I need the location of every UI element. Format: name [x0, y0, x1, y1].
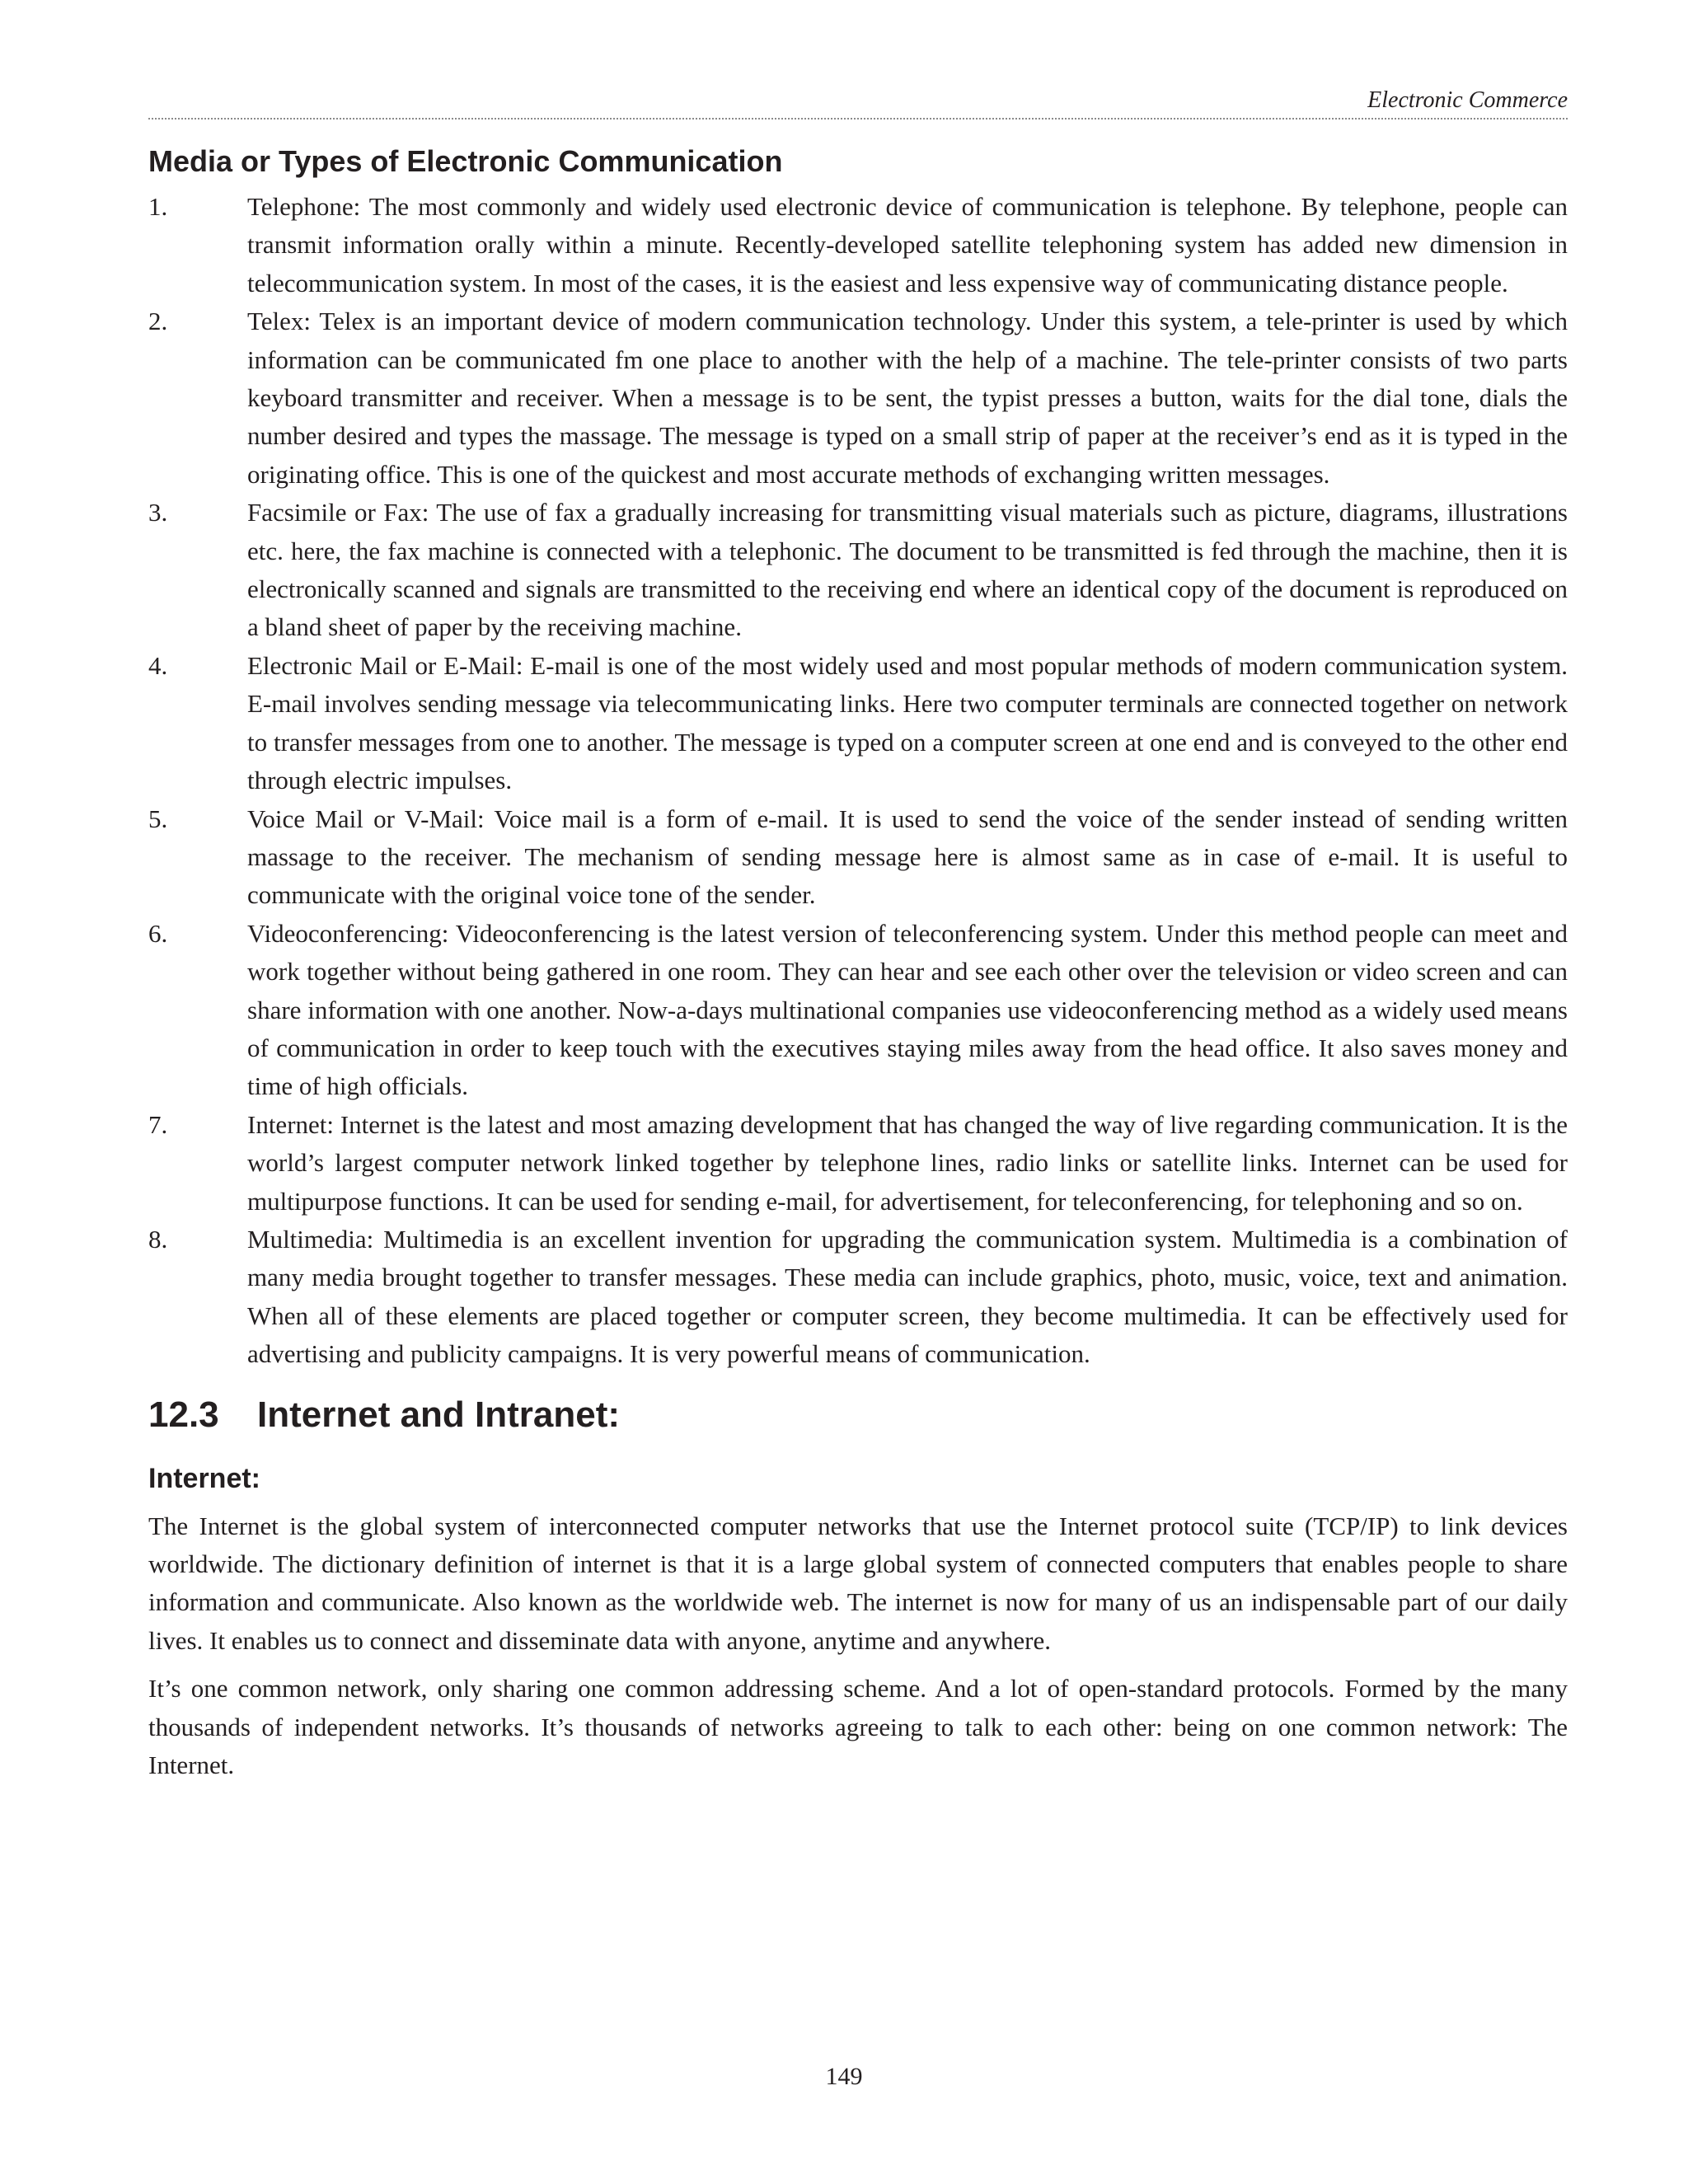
page-content	[148, 142, 1568, 1794]
paragraph: The Internet is the global system of interconnected computer networks that use the Internet protocol suite (TCP/IP) to link devices worldwide. The dictionary definition of internet is that it is a large global system of connected computers that enables people to share information and communicate. Also known as the worldwide web. The internet is now for many of us an indispensable part of our daily lives. It enables us to connect and disseminate data with anyone, anytime and anywhere.	[148, 1511, 1568, 1655]
list-item-text: Telex: Telex is an important device of modern communication technology. Under this system, a tele-printer is used by which information can be communicated fm one place to another with the help of a machine. The tele-printer consists of two parts keyboard transmitter and receiver. When a message is to be sent, the typist presses a button, waits for the dial tone, dials the number desired and types the massage. The message is typed on a small strip of paper at the receiver’s end as it is typed in the originating office. This is one of the quickest and most accurate methods of exchanging written messages.	[247, 307, 1568, 489]
list-item-number: 2.	[148, 307, 168, 336]
list-item-text: Videoconferencing: Videoconferencing is the latest version of teleconferencing system. Under this method people can meet and work together without being gathered in one room. They can hear and see each other over the television or video screen and can share information with one another. Now-a-days multinational companies use videoconferencing method as a widely used means of communication in order to keep touch with the executives staying miles away from the head office. It also saves money and time of high officials.	[247, 918, 1568, 1101]
list-item-number: 4.	[148, 650, 168, 680]
list-item-text: Facsimile or Fax: The use of fax a gradually increasing for transmitting visual materials such as picture, diagrams, illustrations etc. here, the fax machine is connected with a telephonic. The document to be transmitted is fed through the machine, then it is electronically scanned and signals are transmitted to the receiving end where an identical copy of the document is reproduced on a bland sheet of paper by the receiving machine.	[247, 498, 1568, 642]
list-item-number: 7.	[148, 1109, 168, 1139]
list-item	[148, 915, 1568, 1106]
list-item	[148, 1221, 1568, 1374]
list-item-text: Telephone: The most commonly and widely used electronic device of communication is telephone. By telephone, people can transmit information orally within a minute. Recently-developed satellite telephoning system has added new dimension in telecommunication system. In most of the cases, it is the easiest and less expensive way of communicating distance people.	[247, 192, 1568, 298]
running-head: Electronic Commerce	[1367, 87, 1568, 113]
internet-heading: Internet:	[148, 1462, 260, 1494]
list-item-number: 3.	[148, 498, 168, 527]
media-heading: Media or Types of Electronic Communication	[148, 144, 783, 178]
list-item	[148, 1106, 1568, 1221]
list-item-text: Internet: Internet is the latest and most amazing development that has changed the way of live regarding communication. It is the world’s largest computer network linked together by telephone lines, radio links or satellite links. Internet can be used for multipurpose functions. It can be used for sending e-mail, for advertisement, for teleconferencing, for telephoning and so on.	[247, 1109, 1568, 1216]
list-item-text: Multimedia: Multimedia is an excellent invention for upgrading the communication system. Multimedia is a combination of many media brought together to transfer messages. These media can include graphics, photo, music, voice, text and animation. When all of these elements are placed together or computer screen, they become multimedia. It can be effectively used for advertising and publicity campaigns. It is very powerful means of communication.	[247, 1224, 1568, 1369]
list-item-number: 1.	[148, 192, 168, 221]
section-title: Internet and Intranet:	[257, 1394, 621, 1435]
section-number: 12.3	[148, 1394, 219, 1435]
list-item-text: Voice Mail or V-Mail: Voice mail is a form of e-mail. It is used to send the voice of the sender instead of sending written massage to the receiver. The mechanism of sending message here is almost same as in case of e-mail. It is useful to communicate with the original voice tone of the sender.	[247, 804, 1568, 910]
list-item-number: 6.	[148, 918, 168, 948]
list-item	[148, 647, 1568, 800]
list-item-number: 5.	[148, 804, 168, 833]
header-rule	[148, 118, 1568, 120]
section-heading	[148, 1390, 1568, 1440]
list-item	[148, 302, 1568, 494]
list-item	[148, 800, 1568, 915]
page-number: 149	[825, 2063, 863, 2090]
paragraph: It’s one common network, only sharing one common addressing scheme. And a lot of open-standard protocols. Formed by the many thousands of independent networks. It’s thousands of networks agreeing to talk to each other: being on one common network: The Internet.	[148, 1674, 1568, 1780]
media-types-list	[148, 188, 1568, 1374]
list-item-number: 8.	[148, 1224, 168, 1254]
list-item	[148, 494, 1568, 647]
list-item	[148, 188, 1568, 302]
list-item-text: Electronic Mail or E-Mail: E-mail is one of the most widely used and most popular methods of modern communication system. E-mail involves sending message via telecommunicating links. Here two computer terminals are connected together on network to transfer messages from one to another. The message is typed on a computer screen at one end and is conveyed to the other end through electric impulses.	[247, 650, 1568, 795]
